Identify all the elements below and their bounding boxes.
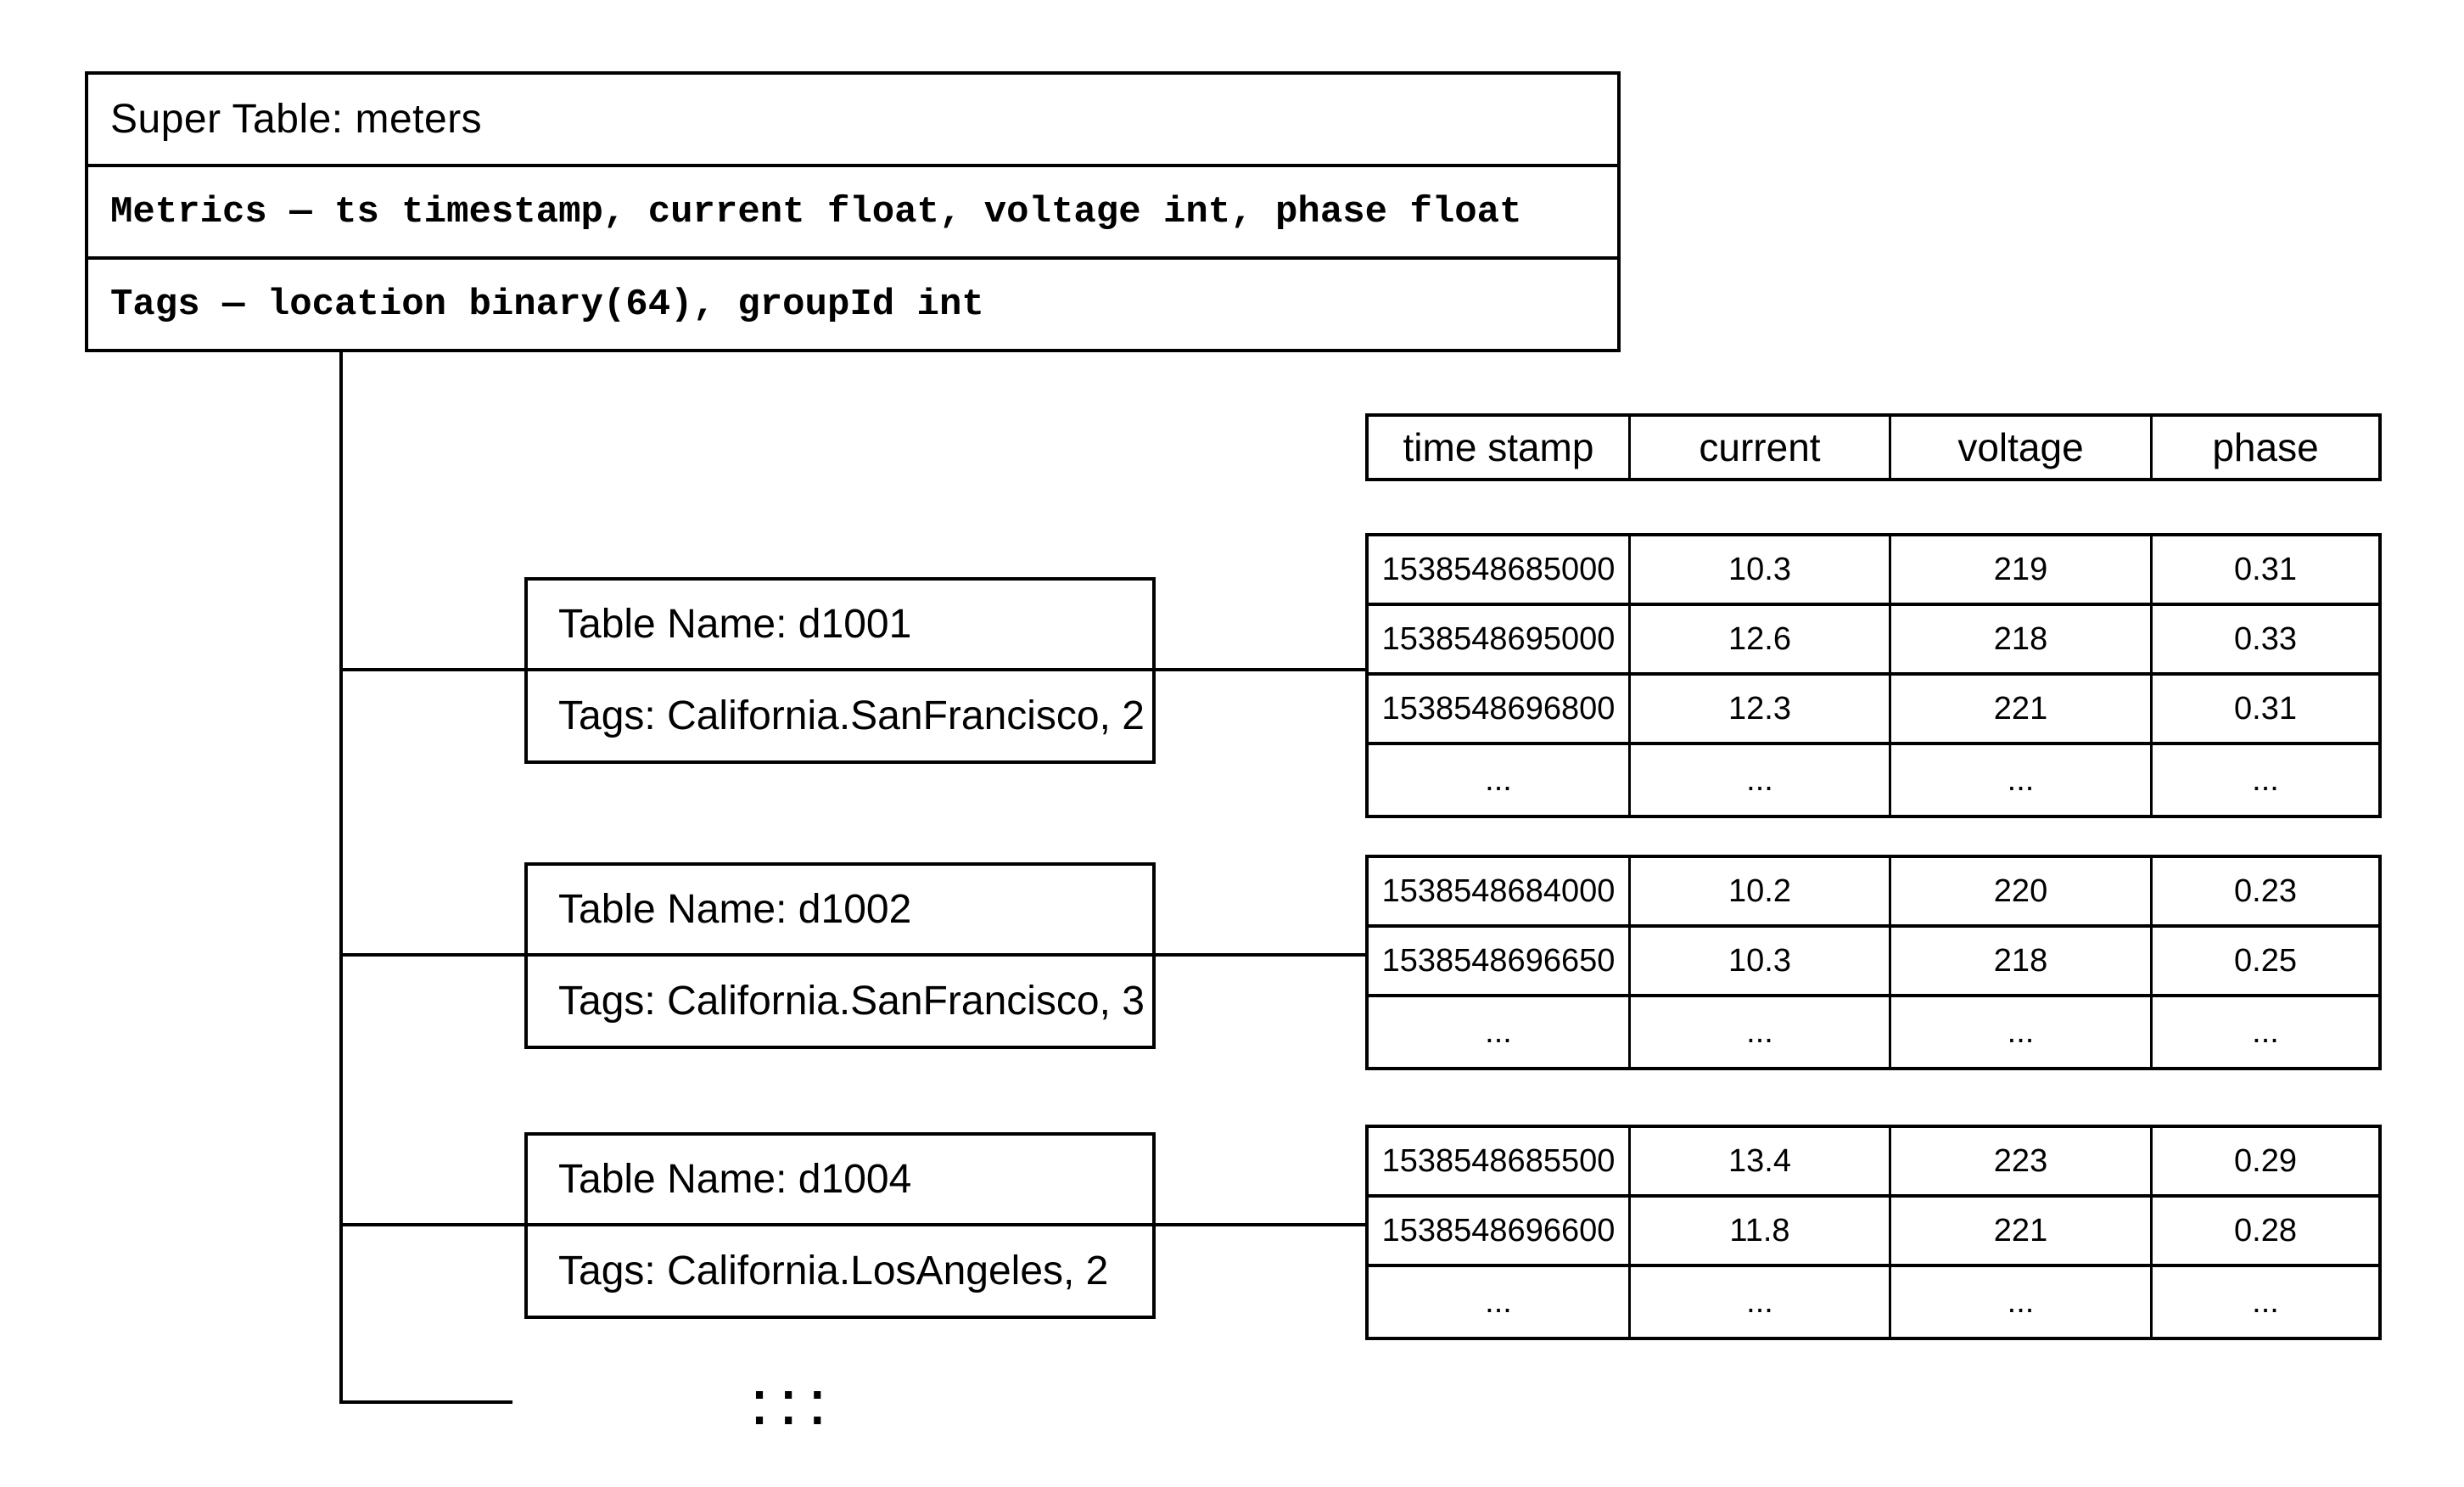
device-name-label: Table Name: d1001 (558, 602, 912, 647)
device-box-d1002 (524, 862, 1156, 1049)
column-header-voltage: voltage (1891, 417, 2153, 478)
table-cell: 220 (1891, 858, 2153, 928)
ellipsis-cell: ... (1891, 997, 2153, 1067)
device-tags-label: Tags: California.LosAngeles, 2 (528, 1223, 1152, 1316)
connector-branch-left-d1004 (341, 1223, 524, 1226)
ellipsis-cell: ... (1631, 745, 1891, 815)
connector-branch-left-d1001 (341, 668, 524, 671)
device-tags-label: Tags: California.SanFrancisco, 3 (528, 953, 1152, 1046)
table-cell: 1538548695000 (1369, 606, 1631, 676)
table-cell: 0.31 (2153, 536, 2378, 606)
table-cell: 221 (1891, 1198, 2153, 1267)
super-table-title: Super Table: meters (110, 97, 483, 142)
table-cell: 12.3 (1631, 676, 1891, 745)
table-cell: 0.29 (2153, 1128, 2378, 1198)
more-tables-ellipsis: ... ... (747, 1360, 834, 1434)
ellipsis-cell: ... (2252, 1283, 2279, 1320)
connector-bottom-stub-line (339, 1400, 512, 1404)
column-header-current: current (1631, 417, 1891, 478)
ellipsis-cell: ... (1631, 997, 1891, 1067)
connector-trunk-line (339, 352, 343, 1404)
table-cell: 11.8 (1631, 1198, 1891, 1267)
table-cell: 1538548696600 (1369, 1198, 1631, 1267)
ellipsis-cell: ... (2252, 1013, 2279, 1050)
device-name-label: Table Name: d1002 (558, 887, 912, 932)
connector-branch-right-d1004 (1156, 1223, 1365, 1226)
table-cell: 221 (1891, 676, 2153, 745)
table-cell: 10.3 (1631, 536, 1891, 606)
table-cell: 1538548696650 (1369, 928, 1631, 997)
data-table-d1002 (1365, 855, 2382, 1070)
device-box-d1001 (524, 577, 1156, 764)
table-cell: 0.33 (2153, 606, 2378, 676)
data-table-d1004 (1365, 1125, 2382, 1340)
ellipsis-cell: ... (1369, 1267, 1631, 1337)
connector-branch-left-d1002 (341, 953, 524, 957)
table-cell: 10.2 (1631, 858, 1891, 928)
table-cell: 1538548696800 (1369, 676, 1631, 745)
device-tags-label: Tags: California.SanFrancisco, 2 (528, 668, 1152, 760)
column-header-timestamp: time stamp (1369, 417, 1631, 478)
table-cell: 223 (1891, 1128, 2153, 1198)
column-header-phase: phase (2212, 425, 2319, 469)
table-cell: 10.3 (1631, 928, 1891, 997)
device-name-label: Table Name: d1004 (558, 1157, 912, 1202)
ellipsis-cell: ... (1891, 1267, 2153, 1337)
table-cell: 218 (1891, 928, 2153, 997)
table-cell: 13.4 (1631, 1128, 1891, 1198)
table-cell: 12.6 (1631, 606, 1891, 676)
connector-branch-right-d1002 (1156, 953, 1365, 957)
table-cell: 1538548684000 (1369, 858, 1631, 928)
table-cell: 0.28 (2153, 1198, 2378, 1267)
column-header-table (1365, 413, 2382, 481)
table-cell: 1538548685000 (1369, 536, 1631, 606)
ellipsis-cell: ... (1369, 745, 1631, 815)
table-cell: 218 (1891, 606, 2153, 676)
device-box-d1004 (524, 1132, 1156, 1319)
table-cell: 219 (1891, 536, 2153, 606)
ellipsis-cell: ... (1891, 745, 2153, 815)
ellipsis-cell: ... (1631, 1267, 1891, 1337)
table-cell: 0.31 (2153, 676, 2378, 745)
data-table-d1001 (1365, 533, 2382, 818)
table-cell: 1538548685500 (1369, 1128, 1631, 1198)
super-table-metrics: Metrics — ts timestamp, current float, voltage int, phase float (88, 164, 1617, 256)
table-cell: 0.25 (2153, 928, 2378, 997)
ellipsis-cell: ... (2252, 761, 2279, 798)
super-table-tags: Tags — location binary(64), groupId int (88, 256, 1617, 349)
table-cell: 0.23 (2153, 858, 2378, 928)
super-table-box (85, 71, 1621, 352)
ellipsis-cell: ... (1369, 997, 1631, 1067)
connector-branch-right-d1001 (1156, 668, 1365, 671)
